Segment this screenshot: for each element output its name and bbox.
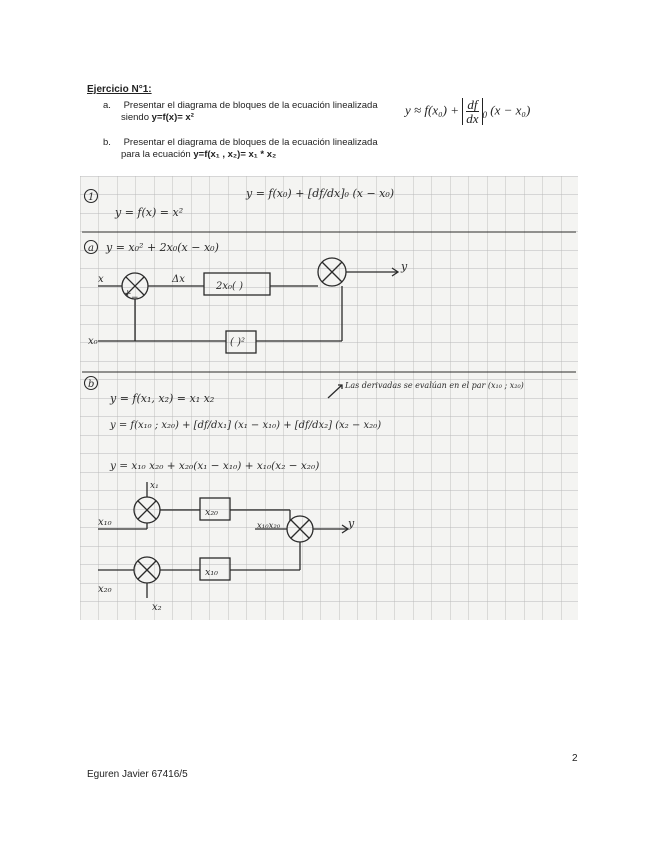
- hw-minus: −: [131, 293, 139, 303]
- item-equation: y=f(x₁ , x₂)= x₁ * x₂: [193, 149, 277, 160]
- handwritten-diagram: [80, 176, 578, 620]
- hw-part3-eq2: y = f(x₁₀ ; x₂₀) + [df/dx₁] (x₁ − x₁₀) + [df/dx₂] (x₂ − x₂₀): [110, 420, 382, 431]
- hw-delta-x: Δx: [172, 274, 185, 285]
- hw-part3-eq1: y = f(x₁, x₂) = x₁ x₂: [110, 392, 215, 405]
- hw-plus: +: [124, 289, 132, 299]
- page-number: 2: [572, 753, 578, 764]
- hw-part1-eq2: y = f(x₀) + [df/dx]₀ (x − x₀): [246, 187, 395, 200]
- item-letter: b.: [103, 137, 111, 148]
- item-text-prefix: siendo: [121, 112, 152, 123]
- hw-part1-eq1: y = f(x) = x²: [115, 206, 184, 219]
- formula-lhs: y ≈ f(x₀) +: [405, 102, 459, 118]
- marker-b: b: [88, 379, 95, 390]
- hw-in-x1: x₁: [150, 481, 159, 491]
- hw-in-x: x: [98, 274, 104, 285]
- hw-out-y: y: [401, 260, 408, 273]
- formula-frac-den: dx: [466, 111, 479, 126]
- hw-out-y-b: y: [348, 517, 355, 530]
- handwritten-photo: [80, 176, 578, 620]
- item-text: Presentar el diagrama de bloques de la ecuación linealizada: [123, 100, 378, 111]
- item-text-prefix: para la ecuación: [121, 149, 194, 160]
- hw-square-block: ( )²: [230, 337, 245, 348]
- hw-part2-eq: y = x₀² + 2x₀(x − x₀): [106, 241, 219, 254]
- formula-rhs: (x − x₀): [490, 102, 531, 118]
- hw-in-x2: x₂: [152, 602, 162, 613]
- hw-part3-eq3: y = x₁₀ x₂₀ + x₂₀(x₁ − x₁₀) + x₁₀(x₂ − x₂₀): [110, 460, 320, 472]
- hw-in-x20: x₂₀: [98, 584, 112, 595]
- hw-note: Las derivadas se evalúan en el par (x₁₀ ; x₂₀): [345, 381, 524, 390]
- hw-const-in: x₁₀x₂₀: [257, 521, 281, 531]
- marker-a: a: [88, 243, 94, 254]
- author-footer: Eguren Javier 67416/5: [87, 769, 188, 780]
- linearization-formula: [405, 98, 530, 125]
- hw-gain-block: 2x₀( ): [216, 281, 243, 292]
- formula-sub: 0: [482, 110, 488, 121]
- item-text: Presentar el diagrama de bloques de la ecuación linealizada: [123, 137, 378, 148]
- item-b: [103, 137, 378, 161]
- item-equation: y=f(x)= x²: [151, 112, 194, 123]
- marker-1: 1: [88, 192, 95, 203]
- hw-in-x0: x₀: [88, 336, 98, 347]
- formula-frac-num: df: [467, 97, 478, 112]
- item-letter: a.: [103, 100, 111, 111]
- hw-block-x10: x₁₀: [205, 567, 218, 578]
- hw-block-x20: x₂₀: [205, 507, 218, 518]
- hw-in-x10: x₁₀: [98, 517, 112, 528]
- item-a: [103, 100, 378, 124]
- exercise-title: Ejercicio N°1:: [87, 84, 152, 95]
